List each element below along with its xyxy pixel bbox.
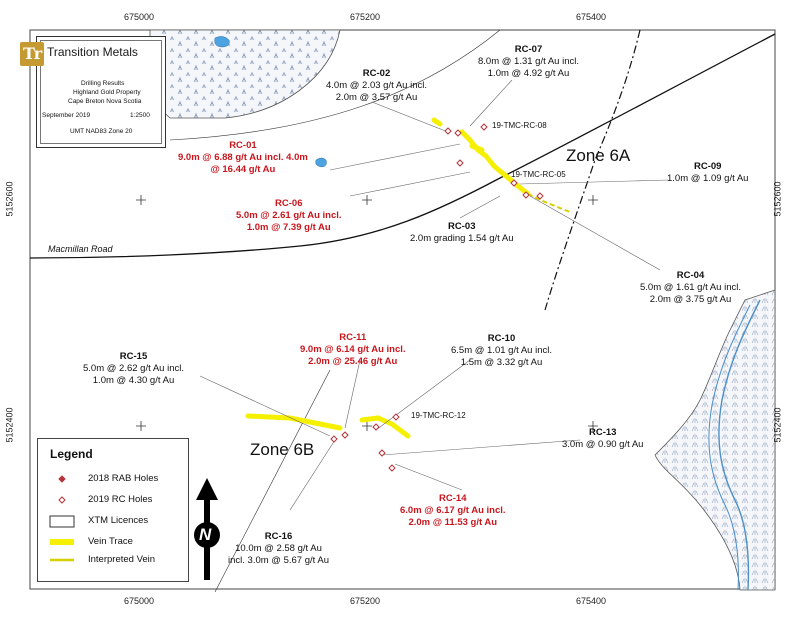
result-rc-07 [478, 44, 579, 80]
result-rc-11 [300, 332, 406, 368]
result-rc-01-id: RC-01 [229, 140, 257, 151]
y-tick-5152400-left: 5152400 [4, 407, 15, 443]
title-line3: Cape Breton Nova Scotia [68, 98, 142, 105]
legend-title: Legend [50, 447, 93, 461]
result-rc-01-line1: 9.0m @ 6.88 g/t Au incl. 4.0m [178, 152, 308, 163]
result-rc-01 [178, 140, 308, 176]
result-rc-14-line2: 2.0m @ 11.53 g/t Au [408, 517, 498, 528]
result-rc-15-line2: 1.0m @ 4.30 g/t Au [92, 375, 175, 386]
result-rc-15-line1: 5.0m @ 2.62 g/t Au incl. [83, 363, 185, 374]
result-rc-02-line1: 4.0m @ 2.03 g/t Au incl. [326, 80, 428, 91]
result-rc-11-line1: 9.0m @ 6.14 g/t Au incl. [300, 344, 406, 355]
result-rc-02-line2: 2.0m @ 3.57 g/t Au [335, 92, 418, 103]
x-tick-675400-bottom: 675400 [576, 596, 607, 606]
result-rc-13-line1: 3.0m @ 0.90 g/t Au [562, 439, 644, 450]
zone-6b-label: Zone 6B [250, 440, 315, 459]
result-rc-04-line2: 2.0m @ 3.75 g/t Au [649, 294, 732, 305]
hole-label-tmc-rc-05: 19-TMC-RC-05 [511, 170, 566, 179]
north-letter: N [199, 525, 212, 544]
result-rc-13-id: RC-13 [589, 427, 617, 438]
result-rc-03-line1: 2.0m grading 1.54 g/t Au [410, 233, 514, 244]
result-rc-15 [83, 351, 184, 387]
result-rc-10 [451, 333, 552, 369]
result-rc-16-id: RC-16 [264, 531, 293, 542]
x-tick-675000-top: 675000 [124, 12, 155, 22]
result-rc-11-id: RC-11 [339, 332, 367, 343]
result-rc-07-id: RC-07 [514, 44, 543, 55]
result-rc-04-id: RC-04 [676, 270, 705, 281]
hole-label-tmc-rc-12: 19-TMC-RC-12 [411, 411, 466, 420]
legend-item-vein-trace: Vein Trace [88, 536, 133, 547]
result-rc-06-line2: 1.0m @ 7.39 g/t Au [246, 222, 331, 233]
company-logo [20, 42, 44, 66]
legend-licence-symbol [50, 516, 74, 527]
result-rc-09-id: RC-09 [694, 161, 722, 172]
title-scale: 1:2500 [130, 112, 150, 119]
result-rc-14-line1: 6.0m @ 6.17 g/t Au incl. [400, 505, 506, 516]
legend-item-rc: 2019 RC Holes [88, 494, 153, 505]
legend-rc-symbol [59, 497, 65, 503]
y-tick-5152600-left: 5152600 [4, 181, 15, 217]
result-rc-06-id: RC-06 [275, 198, 303, 209]
result-rc-06 [236, 198, 342, 234]
legend-item-rab: 2018 RAB Holes [88, 473, 159, 484]
legend [37, 438, 189, 582]
result-rc-11-line2: 2.0m @ 25.46 g/t Au [308, 356, 398, 367]
hole-label-tmc-rc-08: 19-TMC-RC-08 [492, 121, 547, 130]
road-label: Macmillan Road [48, 244, 113, 254]
title-datum: UMT NAD83 Zone 20 [70, 128, 133, 135]
title-date: September 2019 [42, 112, 91, 119]
result-rc-10-line2: 1.5m @ 3.32 g/t Au [460, 357, 543, 368]
zone-6a-label: Zone 6A [566, 146, 631, 165]
title-line1: Drilling Results [81, 80, 125, 87]
result-rc-13 [562, 427, 643, 451]
result-rc-01-line2: @ 16.44 g/t Au [210, 164, 276, 175]
result-rc-14-id: RC-14 [439, 493, 467, 504]
result-rc-04-line1: 5.0m @ 1.61 g/t Au incl. [640, 282, 742, 293]
result-rc-14 [400, 493, 506, 529]
result-rc-07-line2: 1.0m @ 4.92 g/t Au [487, 68, 570, 79]
pond-west [316, 158, 327, 167]
result-rc-09 [667, 161, 748, 185]
result-rc-09-line1: 1.0m @ 1.09 g/t Au [667, 173, 749, 184]
legend-rab-symbol [59, 476, 65, 482]
result-rc-16 [228, 531, 329, 567]
y-tick-5152400-right: 5152400 [772, 407, 783, 443]
result-rc-16-line2: incl. 3.0m @ 5.67 g/t Au [228, 555, 330, 566]
legend-item-licence: XTM Licences [88, 515, 149, 526]
title-line2: Highland Gold Property [73, 89, 141, 96]
y-tick-5152600-right: 5152600 [772, 181, 783, 217]
result-rc-16-line1: 10.0m @ 2.58 g/t Au [235, 543, 322, 554]
result-rc-07-line1: 8.0m @ 1.31 g/t Au incl. [478, 56, 580, 67]
company-name: Transition Metals [47, 45, 138, 59]
x-tick-675000-bottom: 675000 [124, 596, 155, 606]
legend-item-interpreted-vein: Interpreted Vein [88, 554, 156, 565]
result-rc-10-id: RC-10 [487, 333, 516, 344]
logo-letters: Tr [23, 44, 43, 63]
result-rc-15-id: RC-15 [119, 351, 148, 362]
result-rc-10-line1: 6.5m @ 1.01 g/t Au incl. [451, 345, 553, 356]
result-rc-06-line1: 5.0m @ 2.61 g/t Au incl. [236, 210, 342, 221]
result-rc-03 [410, 221, 514, 245]
result-rc-04 [640, 270, 741, 306]
x-tick-675200-bottom: 675200 [350, 596, 381, 606]
result-rc-02 [326, 68, 427, 104]
result-rc-02-id: RC-02 [362, 68, 391, 79]
result-rc-03-id: RC-03 [448, 221, 476, 232]
x-tick-675200-top: 675200 [350, 12, 381, 22]
x-tick-675400-top: 675400 [576, 12, 607, 22]
